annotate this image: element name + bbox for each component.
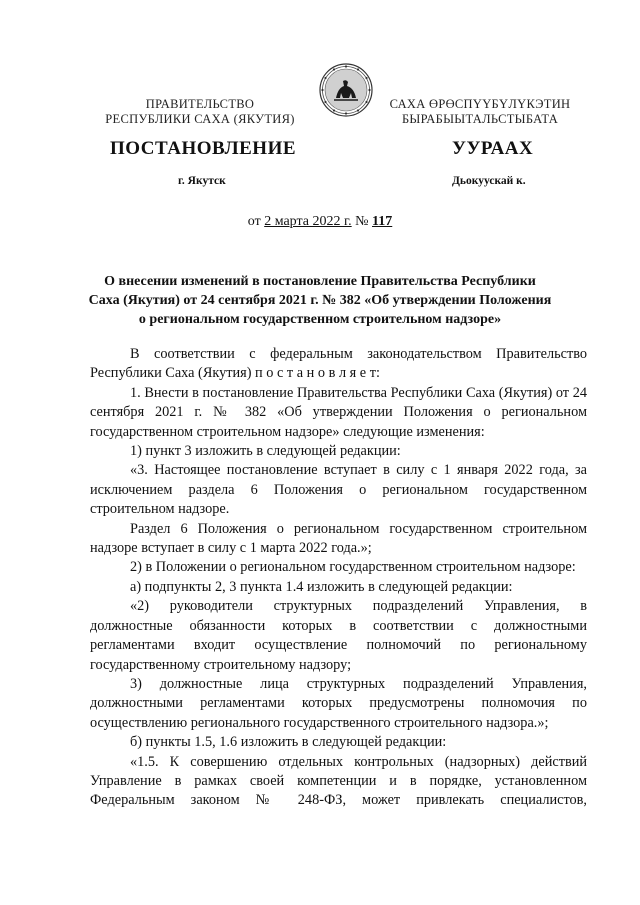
paragraph: 1. Внести в постановление Правительства Республики Саха (Якутия) от 24 сентября 2021 г. № 382 «Об утверждении Положения о региональном государственном строительном надзоре» следующие изменения:: [90, 384, 587, 440]
number-label: №: [351, 214, 373, 229]
document-body: [90, 345, 587, 811]
paragraph: а) подпункты 2, 3 пункта 1.4 изложить в следующей редакции:: [130, 578, 513, 595]
paragraph: «1.5. К совершению отдельных контрольных (надзорных) действий Управление в рамках своей компетенции и в порядке, установленном Федеральным законом № 248-ФЗ, может привлекать специалистов,: [90, 753, 587, 809]
document-number: 117: [372, 214, 393, 229]
paragraph: 2) в Положении о региональном государственном строительном надзоре:: [130, 559, 576, 576]
document-date-number: [0, 214, 640, 230]
paragraph: В соответствии с федеральным законодательством Правительство Республики Саха (Якутия) п о с т а н о в л я е т:: [90, 346, 587, 382]
issuer-line: ПРАВИТЕЛЬСТВО: [145, 97, 255, 111]
document-type-russian: ПОСТАНОВЛЕНИЕ: [110, 138, 297, 159]
paragraph: 3) должностные лица структурных подразделений Управления, должностными регламентами которых предусмотрены полномочия по осуществлению регионального государственного строительного надзора.»;: [90, 675, 587, 731]
document-type-yakut: УУРААХ: [452, 138, 534, 159]
issuer-line: САХА ӨРӨСПҮҮБҮЛҮКЭТИН: [389, 97, 571, 111]
paragraph: «2) руководители структурных подразделений Управления, в должностные обязанности которых в соответствии с должностными регламентами входит осуществление полномочий по региональному государственному строительному надзору;: [90, 598, 587, 673]
heading-line: Саха (Якутия) от 24 сентября 2021 г. № 382 «Об утверждении Положения: [88, 293, 552, 308]
paragraph: б) пункты 1.5, 1.6 изложить в следующей редакции:: [130, 734, 447, 751]
city-russian: г. Якутск: [178, 175, 226, 187]
heading-line: о региональном государственном строительном надзоре»: [138, 312, 502, 327]
paragraph: Раздел 6 Положения о региональном государственном строительном надзоре вступает в силу с 1 марта 2022 года.»;: [90, 520, 587, 557]
city-yakut: Дьокуускай к.: [452, 175, 526, 187]
document-heading: [80, 272, 560, 329]
issuer-name-russian: [70, 97, 330, 127]
date-prefix: от: [247, 214, 265, 229]
paragraph: «3. Настоящее постановление вступает в силу с 1 января 2022 года, за исключением раздела 6 Положения о региональном государственном строительном надзоре.: [90, 462, 587, 518]
paragraph: 1) пункт 3 изложить в следующей редакции:: [130, 443, 401, 460]
heading-line: О внесении изменений в постановление Правительства Республики: [104, 274, 536, 289]
issuer-line: БЫРАБЫЫТАЛЬСТЫБАТА: [401, 112, 559, 126]
issuer-name-yakut: [350, 97, 610, 127]
issuer-line: РЕСПУБЛИКИ САХА (ЯКУТИЯ): [105, 112, 295, 126]
document-date: 2 марта 2022 г.: [264, 214, 352, 229]
